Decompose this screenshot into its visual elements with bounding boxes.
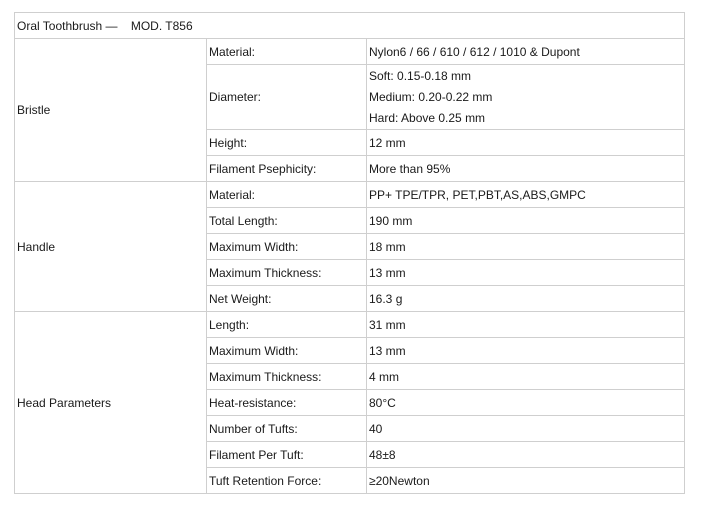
spec-table [14, 12, 685, 494]
spec-value-line: 80°C [369, 395, 396, 410]
spec-value [367, 312, 685, 338]
spec-value [367, 156, 685, 182]
spec-value [367, 338, 685, 364]
spec-value-line: Hard: Above 0.25 mm [369, 110, 486, 125]
spec-value [367, 286, 685, 312]
spec-value-line: PP+ TPE/TPR, PET,PBT,AS,ABS,GMPC [369, 187, 586, 202]
group-label: Bristle [15, 39, 207, 182]
spec-value-line: 18 mm [369, 239, 406, 254]
spec-label: Total Length: [207, 208, 367, 234]
spec-value-line: Medium: 0.20-0.22 mm [369, 89, 493, 104]
spec-value [367, 39, 685, 65]
spec-value-line: More than 95% [369, 161, 451, 176]
spec-row [15, 182, 685, 208]
spec-label: Number of Tufts: [207, 416, 367, 442]
group-label: Handle [15, 182, 207, 312]
spec-value [367, 390, 685, 416]
spec-label: Maximum Thickness: [207, 260, 367, 286]
product-name: Oral Toothbrush — [17, 18, 118, 33]
spec-value [367, 182, 685, 208]
spec-label: Maximum Width: [207, 338, 367, 364]
spec-value-line: Soft: 0.15-0.18 mm [369, 68, 472, 83]
spec-value [367, 208, 685, 234]
spec-value-line: 16.3 g [369, 291, 403, 306]
spec-label: Net Weight: [207, 286, 367, 312]
spec-value [367, 468, 685, 494]
spec-label: Filament Psephicity: [207, 156, 367, 182]
spec-value [367, 260, 685, 286]
spec-value-line: 40 [369, 421, 383, 436]
spec-value [367, 130, 685, 156]
spec-label: Heat-resistance: [207, 390, 367, 416]
spec-label: Length: [207, 312, 367, 338]
model-number: MOD. T856 [130, 18, 193, 33]
spec-value-line: 31 mm [369, 317, 406, 332]
spec-value [367, 364, 685, 390]
title-cell [15, 13, 685, 39]
spec-row [15, 312, 685, 338]
spec-label: Material: [207, 39, 367, 65]
spec-label: Maximum Thickness: [207, 364, 367, 390]
spec-value [367, 65, 685, 130]
spec-label: Filament Per Tuft: [207, 442, 367, 468]
spec-value-line: 13 mm [369, 265, 406, 280]
spec-value [367, 234, 685, 260]
spec-value-line: 48±8 [369, 447, 396, 462]
spec-label: Height: [207, 130, 367, 156]
spec-value-line: Nylon6 / 66 / 610 / 612 / 1010 & Dupont [369, 44, 580, 59]
spec-table-body [15, 13, 685, 494]
spec-value-line: 190 mm [369, 213, 413, 228]
spec-label: Material: [207, 182, 367, 208]
spec-value-line: ≥20Newton [369, 473, 430, 488]
spec-label: Diameter: [207, 65, 367, 130]
group-label: Head Parameters [15, 312, 207, 494]
spec-value-line: 12 mm [369, 135, 406, 150]
spec-value [367, 442, 685, 468]
title-row [15, 13, 685, 39]
spec-label: Tuft Retention Force: [207, 468, 367, 494]
spec-value [367, 416, 685, 442]
spec-value-line: 4 mm [369, 369, 399, 384]
spec-row [15, 39, 685, 65]
spec-label: Maximum Width: [207, 234, 367, 260]
spec-value-line: 13 mm [369, 343, 406, 358]
